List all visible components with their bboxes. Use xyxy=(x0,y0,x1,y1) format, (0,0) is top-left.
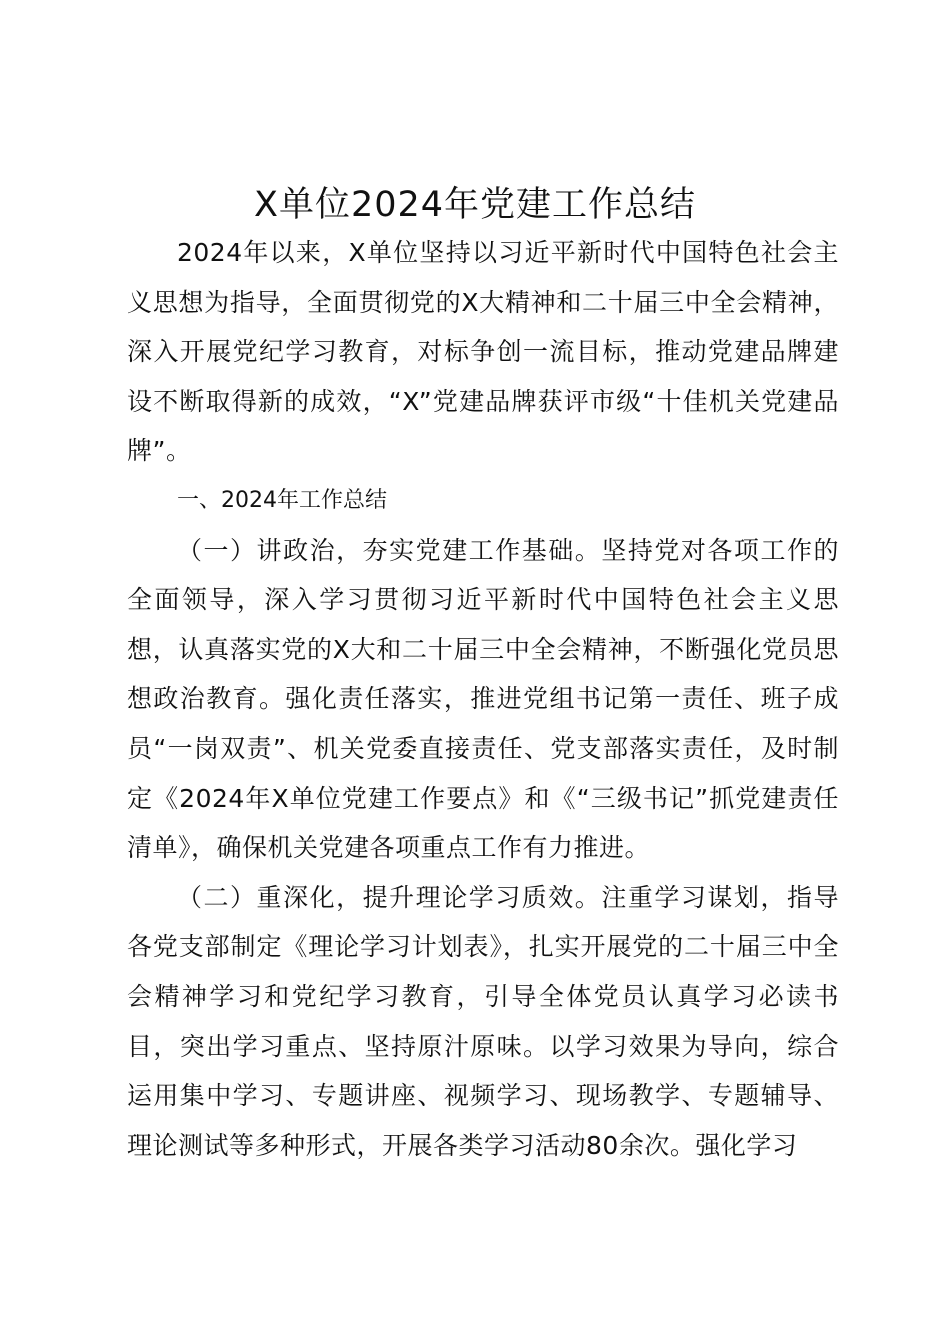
section-paragraph-2: （二）重深化，提升理论学习质效。注重学习谋划，指导各党支部制定《理论学习计划表》，扎实开展党的二十届三中全会精神学习和党纪学习教育，引导全体党员认真学习必读书目，突出学习重点、坚持原汁原味。以学习效果为导向，综合运用集中学习、专题讲座、视频学习、现场教学、专题辅导、理论测试等多种形式，开展各类学习活动80余次。强化学习 xyxy=(127,882,839,1160)
intro-paragraph: 2024年以来，X单位坚持以习近平新时代中国特色社会主义思想为指导，全面贯彻党的X大精神和二十届三中全会精神，深入开展党纪学习教育，对标争创一流目标，推动党建品牌建设不断取得新的成效，“X”党建品牌获评市级“十佳机关党建品牌”。 xyxy=(127,238,839,466)
section-paragraph-1: （一）讲政治，夯实党建工作基础。坚持党对各项工作的全面领导，深入学习贯彻习近平新时代中国特色社会主义思想，认真落实党的X大和二十届三中全会精神，不断强化党员思想政治教育。强化责任落实，推进党组书记第一责任、班子成员“一岗双责”、机关党委直接责任、党支部落实责任，及时制定《2024年X单位党建工作要点》和《“三级书记”抓党建责任清单》，确保机关党建各项重点工作有力推进。 xyxy=(127,535,839,863)
document-body xyxy=(127,228,839,1170)
section-heading: 一、2024年工作总结 xyxy=(177,487,387,513)
document-title: X单位2024年党建工作总结 xyxy=(253,185,697,225)
